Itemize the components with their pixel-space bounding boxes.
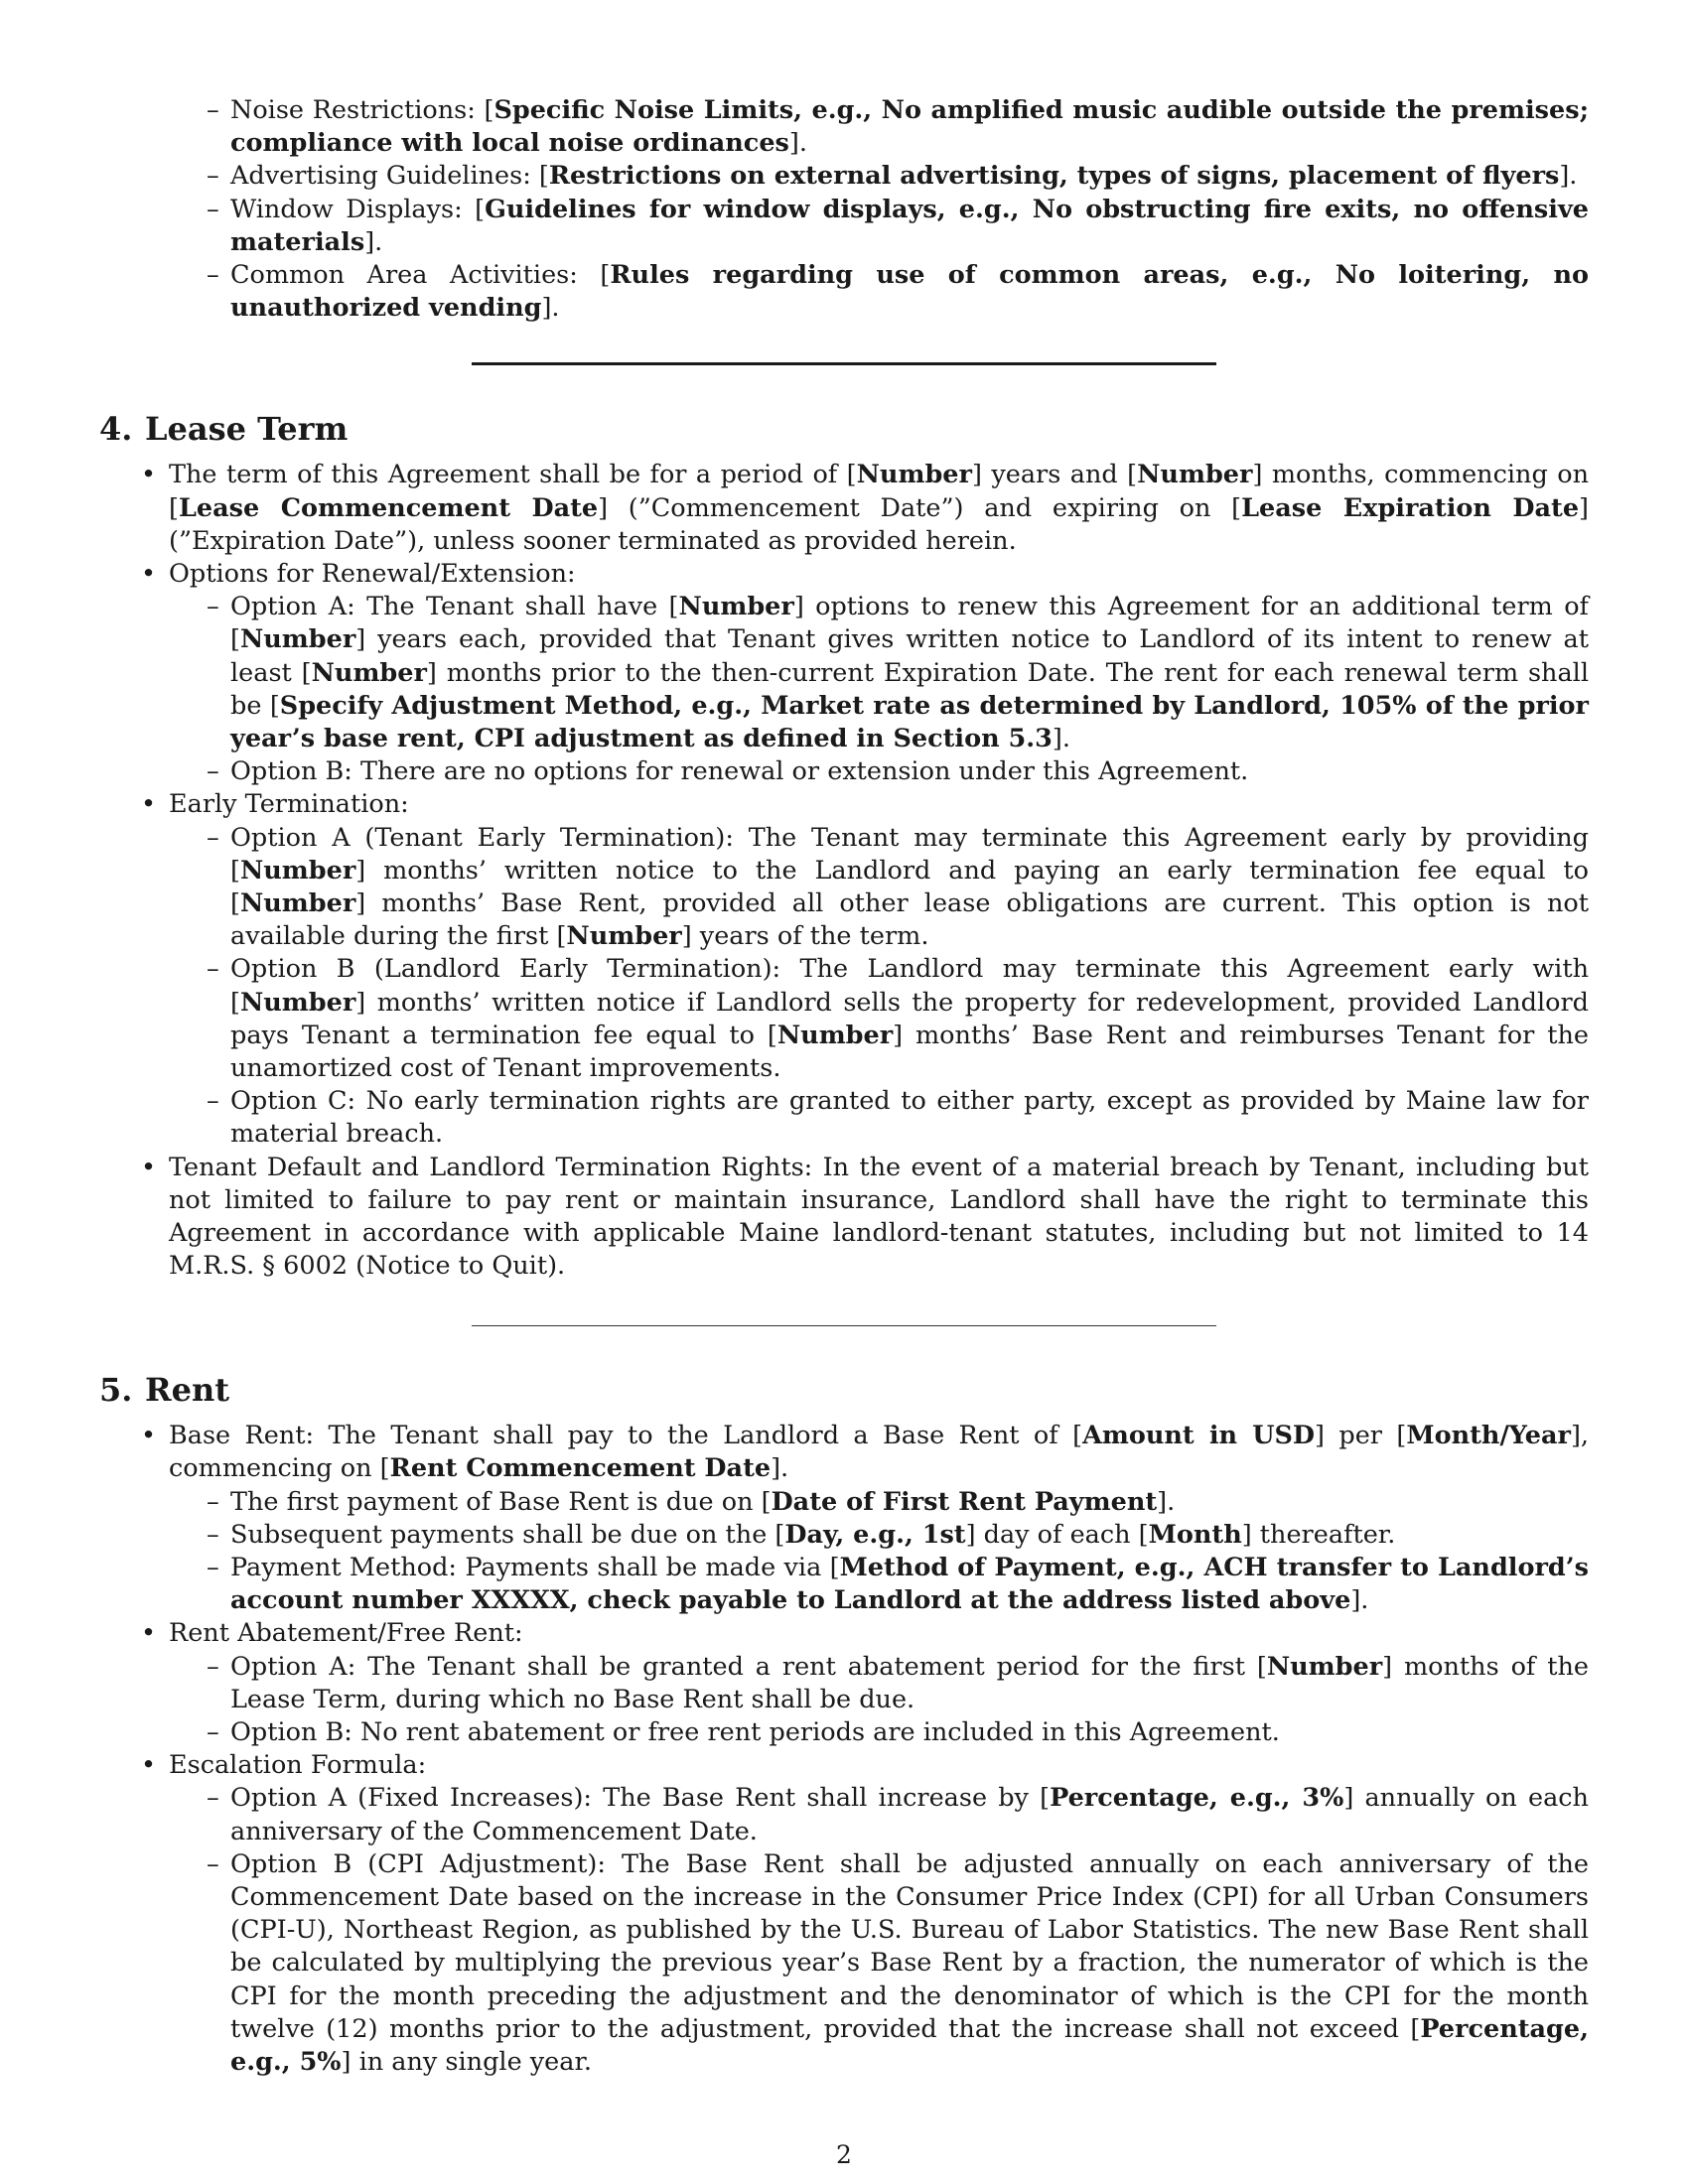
section-5-heading: 5. Rent (99, 1371, 229, 1410)
list-item: – Option B: No rent abatement or free rent periods are included in this Agreement. (169, 1716, 1589, 1749)
section-4-list (99, 459, 1589, 1283)
list-item: – Advertising Guidelines: [Restrictions on external advertising, types of signs, placement of flyers]. (169, 160, 1589, 193)
list-item: – Option B (CPI Adjustment): The Base Rent shall be adjusted annually on each anniversary of the Commencement Date based on the increase in the Consumer Price Index (CPI) for all Urban Consumers (CPI-U), Northeast Region, as published by the U.S. Bureau of Labor Statistics. The new Base Rent shall be calculated by multiplying the previous year’s Base Rent by a fraction, the numerator of which is the CPI for the month preceding the adjustment and the denominator of which is the CPI for the month twelve (12) months prior to the adjustment, provided that the increase shall not exceed [Percentage, e.g., 5%] in any single year. (169, 1848, 1589, 2079)
escalation-formula-list (169, 1782, 1589, 2079)
section-3-continued-list (169, 94, 1589, 325)
section-divider (472, 362, 1216, 365)
list-item: – Option A: The Tenant shall be granted a rent abatement period for the first [Number] months of the Lease Term, during which no Base Rent shall be due. (169, 1651, 1589, 1716)
list-item: – Option C: No early termination rights are granted to either party, except as provided by Maine law for material breach. (169, 1085, 1589, 1151)
list-item: – Subsequent payments shall be due on the [Day, e.g., 1st] day of each [Month] thereafter. (169, 1519, 1589, 1552)
list-item: – Option A (Tenant Early Termination): The Tenant may terminate this Agreement early by providing [Number] months’ written notice to the Landlord and paying an early termination fee equal to [Number] months’ Base Rent, provided all other lease obligations are current. This option is not available during the first [Number] years of the term. (169, 822, 1589, 954)
list-item: – Common Area Activities: [Rules regarding use of common areas, e.g., No loitering, no unauthorized vending]. (169, 259, 1589, 325)
list-item: – Option A: The Tenant shall have [Number] options to renew this Agreement for an additional term of [Number] years each, provided that Tenant gives written notice to Landlord of its intent to renew at least [Number] months prior to the then-current Expiration Date. The rent for each renewal term shall be [Specify Adjustment Method, e.g., Market rate as determined by Landlord, 105% of the prior year’s base rent, CPI adjustment as defined in Section 5.3]. (169, 591, 1589, 755)
list-item: – Noise Restrictions: [Specific Noise Limits, e.g., No amplified music audible outside the premises; compliance with local noise ordinances]. (169, 94, 1589, 160)
base-rent-item: • Base Rent: The Tenant shall pay to the Landlord a Base Rent of [Amount in USD] per [Month/Year], commencing on [Rent Commencement Date]. – The first payment of Base Rent is due on [Date of First Rent Payment]. – Subsequent payments shall be due on the [Day, e.g., 1st] day of each [Month] thereafter. – Payment Method: Payments shall be made via [Method of Payment, e.g., ACH transfer to Landlord’s account number XXXXX, check payable to Landlord at the address listed above]. (99, 1420, 1589, 1617)
rent-abatement-list (169, 1651, 1589, 1750)
escalation-formula-item: • Escalation Formula: – Option A (Fixed Increases): The Base Rent shall increase by [Percentage, e.g., 3%] annually on each anniversary of the Commencement Date. – Option B (CPI Adjustment): The Base Rent shall be adjusted annually on each anniversary of the Commencement Date based on the increase in the Consumer Price Index (CPI) for all Urban Consumers (CPI-U), Northeast Region, as published by the U.S. Bureau of Labor Statistics. The new Base Rent shall be calculated by multiplying the previous year’s Base Rent by a fraction, the numerator of which is the CPI for the month preceding the adjustment and the denominator of which is the CPI for the month twelve (12) months prior to the adjustment, provided that the increase shall not exceed [Percentage, e.g., 5%] in any single year. (99, 1749, 1589, 2079)
early-termination-item: • Early Termination: – Option A (Tenant Early Termination): The Tenant may terminate this Agreement early by providing [Number] months’ written notice to the Landlord and paying an early termination fee equal to [Number] months’ Base Rent, provided all other lease obligations are current. This option is not available during the first [Number] years of the term. – Option B (Landlord Early Termination): The Landlord may terminate this Agreement early with [Number] months’ written notice if Landlord sells the property for redevelopment, provided Landlord pays Tenant a termination fee equal to [Number] months’ Base Rent and reimburses Tenant for the unamortized cost of Tenant improvements. – Option C: No early termination rights are granted to either party, except as provided by Maine law for material breach. (99, 788, 1589, 1151)
early-termination-list (169, 822, 1589, 1152)
page-number: 2 (836, 2140, 852, 2169)
list-item: – Window Displays: [Guidelines for window displays, e.g., No obstructing fire exits, no offensive materials]. (169, 194, 1589, 259)
renewal-options-list (169, 591, 1589, 788)
tenant-default-item: • Tenant Default and Landlord Termination Rights: In the event of a material breach by Tenant, including but not limited to failure to pay rent or maintain insurance, Landlord shall have the right to terminate this Agreement in accordance with applicable Maine landlord-tenant statutes, including but not limited to 14 M.R.S. § 6002 (Notice to Quit). (99, 1152, 1589, 1284)
list-item: – Option A (Fixed Increases): The Base Rent shall increase by [Percentage, e.g., 3%] annually on each anniversary of the Commencement Date. (169, 1782, 1589, 1847)
document-page (99, 94, 1589, 2079)
section-divider (472, 1325, 1216, 1327)
list-item: – Payment Method: Payments shall be made via [Method of Payment, e.g., ACH transfer to Landlord’s account number XXXXX, check payable to Landlord at the address listed above]. (169, 1552, 1589, 1617)
section-4-heading: 4. Lease Term (99, 410, 349, 449)
list-item: – Option B: There are no options for renewal or extension under this Agreement. (169, 755, 1589, 788)
base-rent-list (169, 1486, 1589, 1618)
lease-term-item: • The term of this Agreement shall be for a period of [Number] years and [Number] months, commencing on [Lease Commencement Date] (”Commencement Date”) and expiring on [Lease Expiration Date] (”Expiration Date”), unless sooner terminated as provided herein. (99, 459, 1589, 558)
list-item: – Option B (Landlord Early Termination): The Landlord may terminate this Agreement early with [Number] months’ written notice if Landlord sells the property for redevelopment, provided Landlord pays Tenant a termination fee equal to [Number] months’ Base Rent and reimburses Tenant for the unamortized cost of Tenant improvements. (169, 953, 1589, 1085)
list-item: – The first payment of Base Rent is due on [Date of First Rent Payment]. (169, 1486, 1589, 1519)
renewal-options-item: • Options for Renewal/Extension: – Option A: The Tenant shall have [Number] options to renew this Agreement for an additional term of [Number] years each, provided that Tenant gives written notice to Landlord of its intent to renew at least [Number] months prior to the then-current Expiration Date. The rent for each renewal term shall be [Specify Adjustment Method, e.g., Market rate as determined by Landlord, 105% of the prior year’s base rent, CPI adjustment as defined in Section 5.3]. – Option B: There are no options for renewal or extension under this Agreement. (99, 558, 1589, 788)
section-5-list (99, 1420, 1589, 2079)
rent-abatement-item: • Rent Abatement/Free Rent: – Option A: The Tenant shall be granted a rent abatement period for the first [Number] months of the Lease Term, during which no Base Rent shall be due. – Option B: No rent abatement or free rent periods are included in this Agreement. (99, 1617, 1589, 1749)
